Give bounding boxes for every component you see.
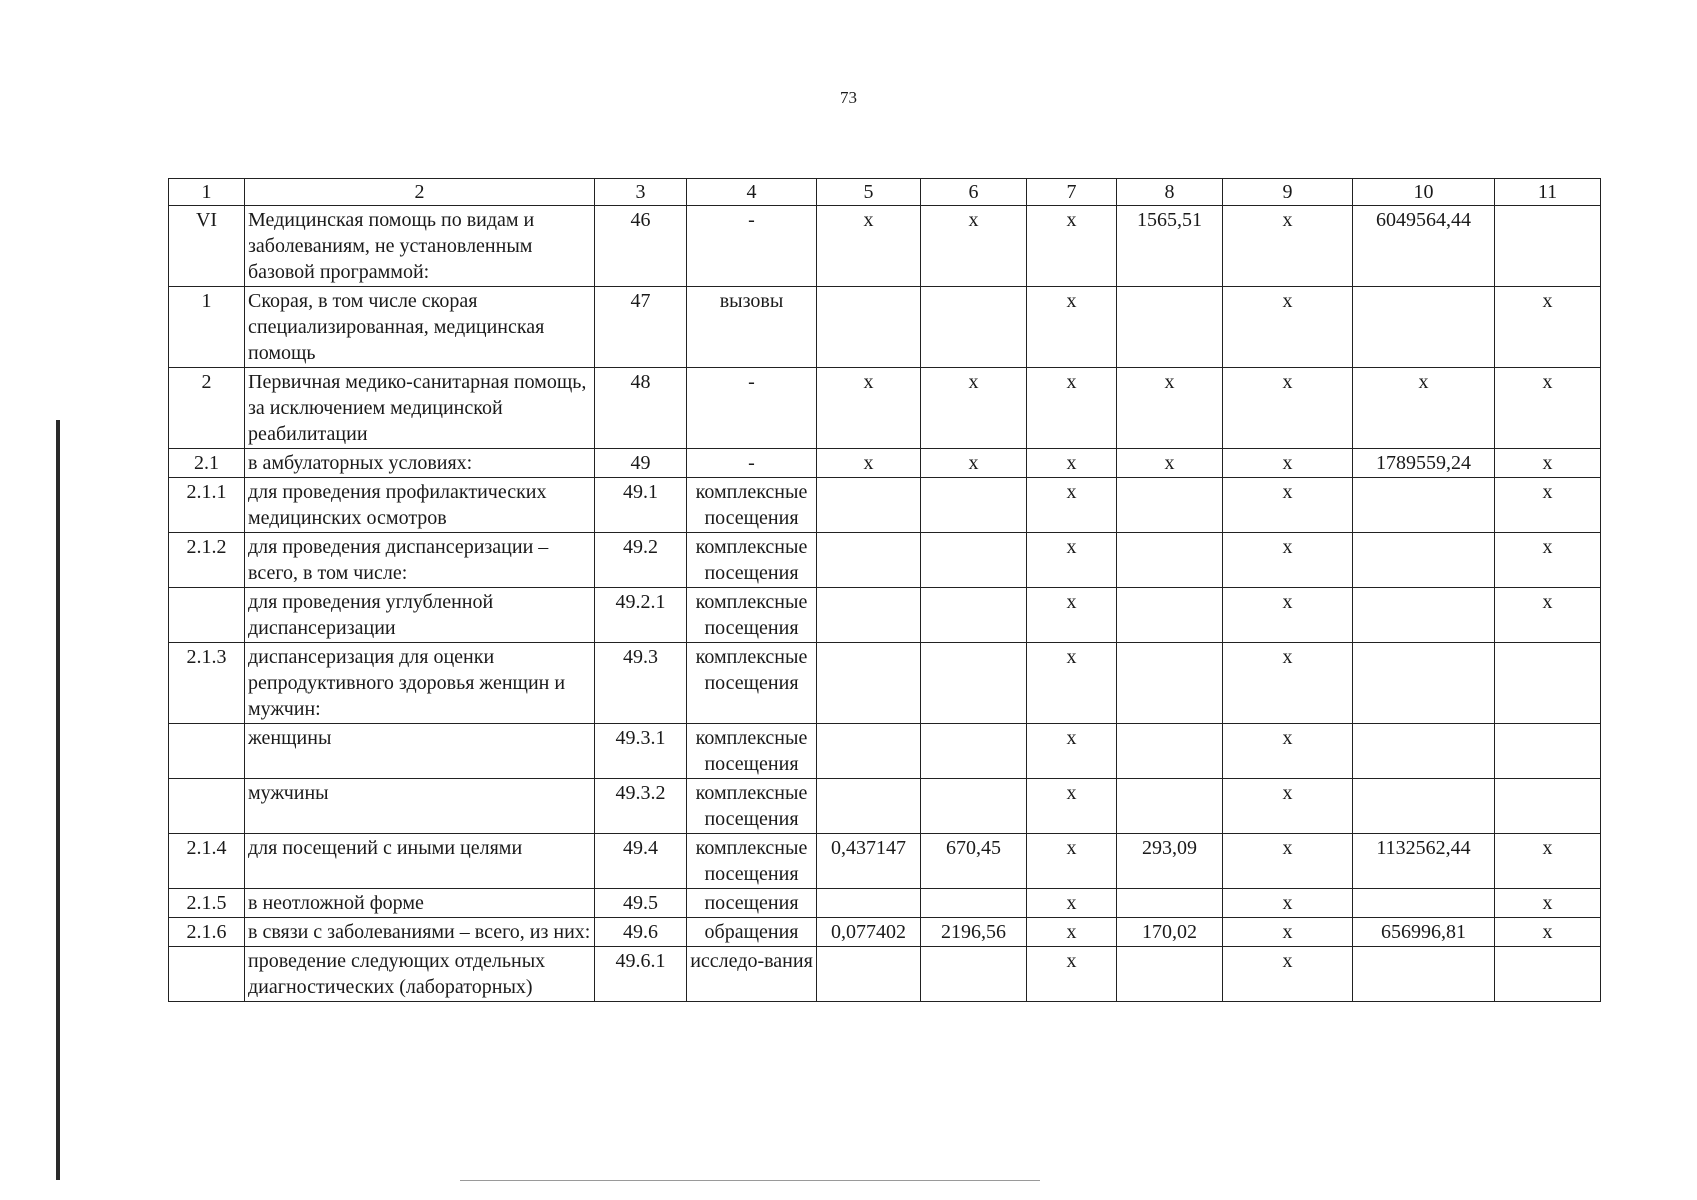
cell-c2: женщины <box>245 724 595 779</box>
cell-c11 <box>1495 206 1601 287</box>
column-number-cell: 1 <box>169 179 245 206</box>
cell-c9: х <box>1223 368 1353 449</box>
table-row <box>169 918 1601 947</box>
cell-c6: х <box>921 449 1027 478</box>
cell-c2: для посещений с иными целями <box>245 834 595 889</box>
cell-c1 <box>169 588 245 643</box>
cell-c6 <box>921 588 1027 643</box>
cell-c2: Медицинская помощь по видам и заболеваниям, не установленным базовой программой: <box>245 206 595 287</box>
cell-c8 <box>1117 889 1223 918</box>
cell-c5 <box>817 478 921 533</box>
cell-c4: - <box>687 449 817 478</box>
table-row <box>169 834 1601 889</box>
cell-c4: комплексные посещения <box>687 834 817 889</box>
table-body <box>169 179 1601 1002</box>
cell-c9: х <box>1223 287 1353 368</box>
bottom-rule <box>460 1180 1040 1181</box>
cell-c6 <box>921 533 1027 588</box>
cell-c8 <box>1117 533 1223 588</box>
cell-c6: х <box>921 368 1027 449</box>
cell-c9: х <box>1223 834 1353 889</box>
cell-c11: х <box>1495 918 1601 947</box>
table-row <box>169 478 1601 533</box>
cell-c7: х <box>1027 206 1117 287</box>
cell-c3: 49.5 <box>595 889 687 918</box>
table-row <box>169 588 1601 643</box>
cell-c4: исследо-вания <box>687 947 817 1002</box>
cell-c10: 1789559,24 <box>1353 449 1495 478</box>
cell-c5: 0,437147 <box>817 834 921 889</box>
cell-c6 <box>921 779 1027 834</box>
cell-c6 <box>921 643 1027 724</box>
cell-c7: х <box>1027 533 1117 588</box>
cell-c11 <box>1495 724 1601 779</box>
cell-c7: х <box>1027 947 1117 1002</box>
cell-c4: комплексные посещения <box>687 724 817 779</box>
cell-c8 <box>1117 724 1223 779</box>
cell-c1: 2.1.2 <box>169 533 245 588</box>
cell-c8 <box>1117 947 1223 1002</box>
cell-c3: 48 <box>595 368 687 449</box>
data-table <box>168 178 1601 1002</box>
cell-c5: х <box>817 449 921 478</box>
cell-c2: в неотложной форме <box>245 889 595 918</box>
cell-c11 <box>1495 947 1601 1002</box>
cell-c1: 2.1.4 <box>169 834 245 889</box>
cell-c3: 46 <box>595 206 687 287</box>
cell-c7: х <box>1027 889 1117 918</box>
cell-c11: х <box>1495 889 1601 918</box>
cell-c6 <box>921 478 1027 533</box>
table-row <box>169 779 1601 834</box>
cell-c5 <box>817 643 921 724</box>
column-number-cell: 3 <box>595 179 687 206</box>
cell-c3: 49.6.1 <box>595 947 687 1002</box>
cell-c8: х <box>1117 368 1223 449</box>
cell-c11: х <box>1495 287 1601 368</box>
cell-c2: для проведения углубленной диспансеризации <box>245 588 595 643</box>
cell-c8 <box>1117 287 1223 368</box>
cell-c10 <box>1353 287 1495 368</box>
cell-c3: 49.3 <box>595 643 687 724</box>
cell-c8 <box>1117 643 1223 724</box>
table-row <box>169 533 1601 588</box>
cell-c5: 0,077402 <box>817 918 921 947</box>
cell-c5 <box>817 889 921 918</box>
column-number-cell: 9 <box>1223 179 1353 206</box>
cell-c4: комплексные посещения <box>687 588 817 643</box>
cell-c1 <box>169 724 245 779</box>
cell-c1: 2.1.6 <box>169 918 245 947</box>
column-number-cell: 5 <box>817 179 921 206</box>
cell-c2: для проведения диспансеризации – всего, в том числе: <box>245 533 595 588</box>
cell-c7: х <box>1027 449 1117 478</box>
table-row <box>169 287 1601 368</box>
cell-c4: - <box>687 206 817 287</box>
cell-c11 <box>1495 643 1601 724</box>
cell-c9: х <box>1223 643 1353 724</box>
cell-c9: х <box>1223 206 1353 287</box>
cell-c10 <box>1353 533 1495 588</box>
cell-c10 <box>1353 724 1495 779</box>
column-number-cell: 4 <box>687 179 817 206</box>
cell-c1: VI <box>169 206 245 287</box>
cell-c2: в амбулаторных условиях: <box>245 449 595 478</box>
cell-c9: х <box>1223 918 1353 947</box>
cell-c11: х <box>1495 449 1601 478</box>
cell-c3: 49.3.2 <box>595 779 687 834</box>
cell-c11: х <box>1495 368 1601 449</box>
cell-c11 <box>1495 779 1601 834</box>
cell-c5 <box>817 588 921 643</box>
cell-c4: комплексные посещения <box>687 533 817 588</box>
cell-c8 <box>1117 478 1223 533</box>
cell-c6 <box>921 287 1027 368</box>
cell-c5 <box>817 947 921 1002</box>
cell-c4: комплексные посещения <box>687 478 817 533</box>
cell-c3: 49.4 <box>595 834 687 889</box>
cell-c11: х <box>1495 533 1601 588</box>
cell-c1: 2 <box>169 368 245 449</box>
column-number-cell: 10 <box>1353 179 1495 206</box>
cell-c6 <box>921 724 1027 779</box>
cell-c6 <box>921 889 1027 918</box>
cell-c7: х <box>1027 368 1117 449</box>
cell-c5: х <box>817 206 921 287</box>
cell-c3: 49.1 <box>595 478 687 533</box>
cell-c7: х <box>1027 643 1117 724</box>
cell-c3: 49 <box>595 449 687 478</box>
cell-c9: х <box>1223 724 1353 779</box>
cell-c8: 293,09 <box>1117 834 1223 889</box>
cell-c5: х <box>817 368 921 449</box>
cell-c3: 49.6 <box>595 918 687 947</box>
cell-c4: обращения <box>687 918 817 947</box>
cell-c5 <box>817 287 921 368</box>
cell-c2: Первичная медико-санитарная помощь, за исключением медицинской реабилитации <box>245 368 595 449</box>
cell-c4: комплексные посещения <box>687 779 817 834</box>
cell-c5 <box>817 533 921 588</box>
cell-c8 <box>1117 779 1223 834</box>
column-number-row <box>169 179 1601 206</box>
table-row <box>169 947 1601 1002</box>
cell-c2: Скорая, в том числе скорая специализированная, медицинская помощь <box>245 287 595 368</box>
table-row <box>169 889 1601 918</box>
cell-c7: х <box>1027 918 1117 947</box>
cell-c7: х <box>1027 834 1117 889</box>
cell-c2: для проведения профилактических медицинских осмотров <box>245 478 595 533</box>
cell-c8: х <box>1117 449 1223 478</box>
cell-c8: 170,02 <box>1117 918 1223 947</box>
cell-c11: х <box>1495 478 1601 533</box>
cell-c10: 6049564,44 <box>1353 206 1495 287</box>
cell-c2: мужчины <box>245 779 595 834</box>
cell-c9: х <box>1223 947 1353 1002</box>
cell-c4: посещения <box>687 889 817 918</box>
cell-c9: х <box>1223 779 1353 834</box>
table-row <box>169 449 1601 478</box>
cell-c1 <box>169 947 245 1002</box>
page-number: 73 <box>840 88 857 107</box>
cell-c10: 1132562,44 <box>1353 834 1495 889</box>
cell-c1: 1 <box>169 287 245 368</box>
cell-c10 <box>1353 889 1495 918</box>
column-number-cell: 11 <box>1495 179 1601 206</box>
cell-c9: х <box>1223 533 1353 588</box>
cell-c4: - <box>687 368 817 449</box>
cell-c6: 670,45 <box>921 834 1027 889</box>
cell-c10 <box>1353 947 1495 1002</box>
cell-c3: 49.3.1 <box>595 724 687 779</box>
cell-c1: 2.1.3 <box>169 643 245 724</box>
cell-c10 <box>1353 588 1495 643</box>
table-container <box>168 178 1600 1002</box>
cell-c1: 2.1.1 <box>169 478 245 533</box>
cell-c10 <box>1353 643 1495 724</box>
cell-c7: х <box>1027 779 1117 834</box>
cell-c7: х <box>1027 724 1117 779</box>
cell-c9: х <box>1223 449 1353 478</box>
cell-c9: х <box>1223 889 1353 918</box>
table-row <box>169 724 1601 779</box>
cell-c1: 2.1 <box>169 449 245 478</box>
cell-c8 <box>1117 588 1223 643</box>
cell-c7: х <box>1027 287 1117 368</box>
cell-c11: х <box>1495 834 1601 889</box>
cell-c4: вызовы <box>687 287 817 368</box>
cell-c9: х <box>1223 478 1353 533</box>
column-number-cell: 7 <box>1027 179 1117 206</box>
binding-mark <box>56 420 60 1180</box>
cell-c5 <box>817 779 921 834</box>
cell-c10: х <box>1353 368 1495 449</box>
cell-c2: диспансеризация для оценки репродуктивного здоровья женщин и мужчин: <box>245 643 595 724</box>
table-row <box>169 643 1601 724</box>
cell-c5 <box>817 724 921 779</box>
column-number-cell: 8 <box>1117 179 1223 206</box>
column-number-cell: 2 <box>245 179 595 206</box>
cell-c8: 1565,51 <box>1117 206 1223 287</box>
cell-c7: х <box>1027 588 1117 643</box>
cell-c7: х <box>1027 478 1117 533</box>
cell-c11: х <box>1495 588 1601 643</box>
cell-c2: в связи с заболеваниями – всего, из них: <box>245 918 595 947</box>
cell-c3: 49.2.1 <box>595 588 687 643</box>
cell-c2: проведение следующих отдельных диагностических (лабораторных) <box>245 947 595 1002</box>
column-number-cell: 6 <box>921 179 1027 206</box>
cell-c10: 656996,81 <box>1353 918 1495 947</box>
cell-c1: 2.1.5 <box>169 889 245 918</box>
table-row <box>169 368 1601 449</box>
cell-c1 <box>169 779 245 834</box>
table-row <box>169 206 1601 287</box>
cell-c10 <box>1353 779 1495 834</box>
cell-c9: х <box>1223 588 1353 643</box>
cell-c3: 49.2 <box>595 533 687 588</box>
cell-c6 <box>921 947 1027 1002</box>
cell-c6: х <box>921 206 1027 287</box>
cell-c4: комплексные посещения <box>687 643 817 724</box>
cell-c3: 47 <box>595 287 687 368</box>
cell-c6: 2196,56 <box>921 918 1027 947</box>
cell-c10 <box>1353 478 1495 533</box>
